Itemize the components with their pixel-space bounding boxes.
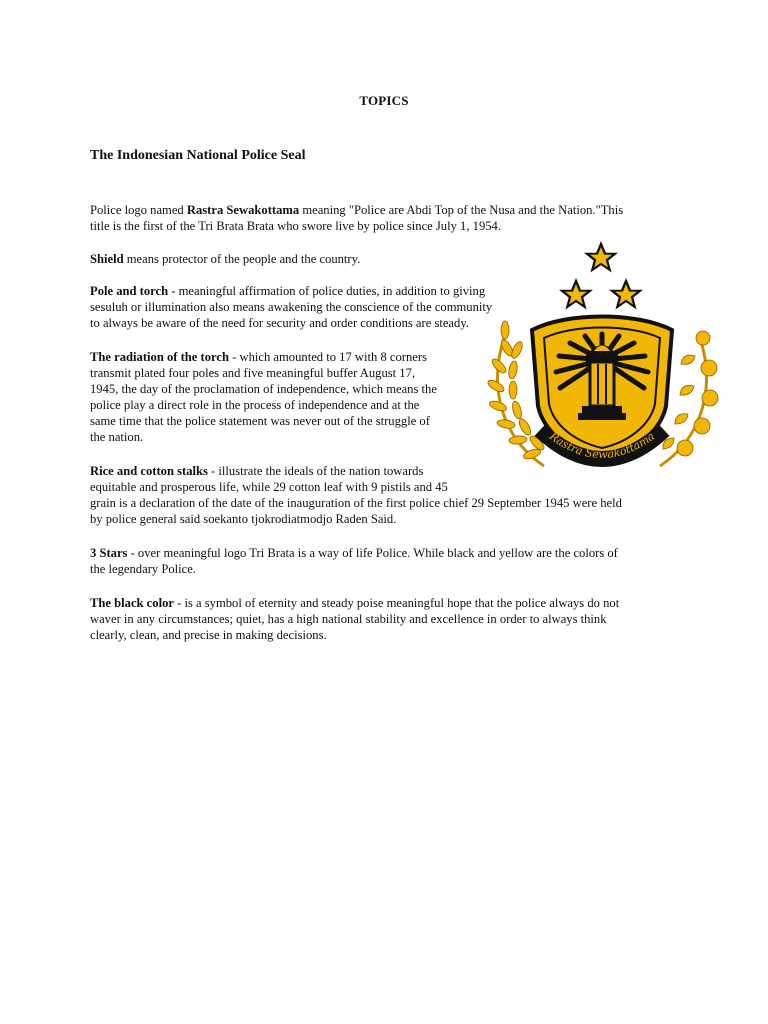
- star-icon: [584, 241, 618, 273]
- bold-term: The black color: [90, 596, 174, 610]
- police-seal-logo: [482, 238, 722, 490]
- paragraph-radiation: [90, 349, 437, 445]
- text-run: - which amounted to 17 with 8 corners: [229, 350, 427, 364]
- text-run: means protector of the people and the country.: [123, 252, 361, 266]
- paragraph-black-color: [90, 595, 619, 643]
- text-run: - over meaningful logo Tri Brata is a way of life Police. While black and yellow are the colors of: [127, 546, 618, 560]
- paragraph-intro: [90, 202, 623, 234]
- bold-term: Pole and torch: [90, 284, 169, 298]
- seal-motto: Rastra Sewakottama: [546, 429, 658, 462]
- document-title: The Indonesian National Police Seal: [90, 148, 306, 163]
- text-run: Police logo named: [90, 203, 187, 217]
- text-run: by police general said soekanto tjokrodiatmodjo Raden Said.: [90, 512, 397, 526]
- page-heading: TOPICS: [359, 93, 409, 108]
- text-run: equitable and prosperous life, while 29 cotton leaf with 9 pistils and 45: [90, 480, 448, 494]
- bold-term: Rastra Sewakottama: [186, 203, 300, 217]
- text-run: title is the first of the Tri Brata Brata who swore live by police since July 1, 1954.: [90, 219, 501, 233]
- paragraph-shield: [90, 251, 360, 267]
- bold-term: Shield: [90, 252, 124, 266]
- text-run: 1945, the day of the proclamation of independence, which means the: [90, 382, 437, 396]
- text-run: meaning "Police are Abdi Top of the Nusa and the Nation."This: [299, 203, 624, 217]
- paragraph-pole-and-torch: [90, 283, 492, 331]
- text-run: - illustrate the ideals of the nation towards: [207, 464, 424, 478]
- text-run: waver in any circumstances; quiet, has a high national stability and excellence in order to always think: [90, 612, 607, 626]
- text-run: the legendary Police.: [90, 562, 196, 576]
- text-run: clearly, clean, and precise in making decisions.: [90, 628, 327, 642]
- text-run: police play a direct role in the process of independence and at the: [90, 398, 420, 412]
- star-icon: [559, 278, 593, 310]
- text-run: - is a symbol of eternity and steady poise meaningful hope that the police always do not: [173, 596, 620, 610]
- bold-term: Rice and cotton stalks: [90, 464, 208, 478]
- text-run: sesuluh or illumination also means awakening the conscience of the community: [90, 300, 493, 314]
- text-run: to always be aware of the need for security and order conditions are steady.: [90, 316, 469, 330]
- text-run: grain is a declaration of the date of the inauguration of the first police chief 29 September 1945 were held: [90, 496, 622, 510]
- bold-term: The radiation of the torch: [90, 350, 229, 364]
- text-run: - meaningful affirmation of police duties, in addition to giving: [168, 284, 486, 298]
- text-run: the nation.: [90, 430, 144, 444]
- text-run: transmit plated four poles and five meaningful buffer August 17,: [90, 366, 416, 380]
- bold-term: 3 Stars: [90, 546, 128, 560]
- star-icon: [609, 278, 643, 310]
- text-run: same time that the police statement was never out of the struggle of: [90, 414, 430, 428]
- paragraph-3-stars: [90, 545, 618, 577]
